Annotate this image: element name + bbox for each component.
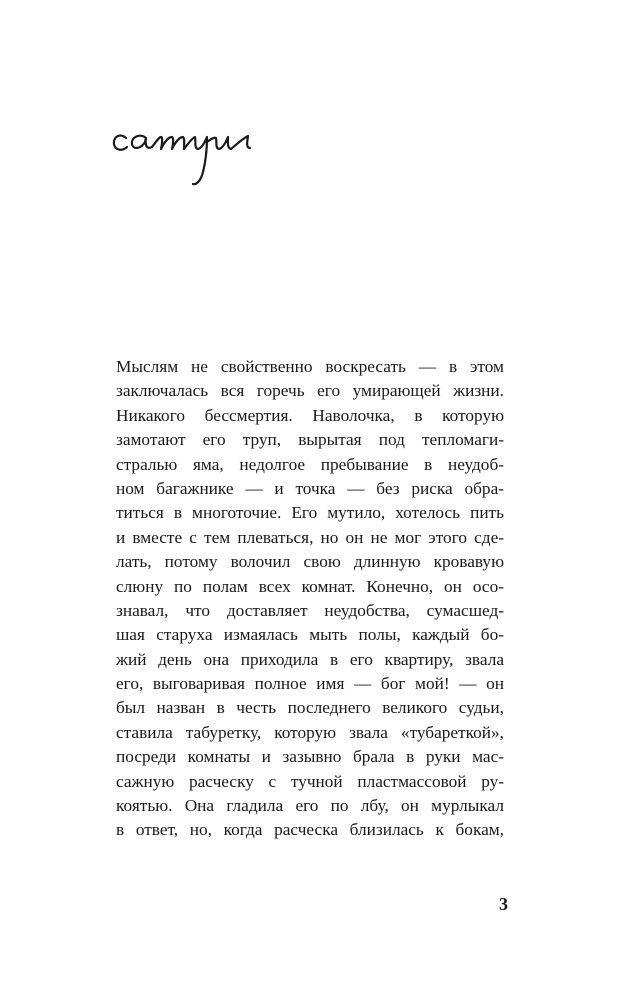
text-line: его, выговаривая полное имя — бог мой! — он bbox=[116, 674, 504, 694]
text-line: и вместе с тем плеваться, но он не мог этого сде- bbox=[116, 527, 504, 547]
body-paragraph bbox=[116, 355, 504, 843]
text-line: ном багажнике — и точка — без риска обра- bbox=[116, 478, 504, 498]
text-line: сажную расческу с тучной пластмассовой ру- bbox=[116, 771, 504, 791]
text-line: в ответ, но, когда расческа близилась к бокам, bbox=[116, 820, 504, 840]
text-line: Мыслям не свойственно воскресать — в этом bbox=[116, 357, 504, 376]
text-line: жий день она приходила в его квартиру, звала bbox=[116, 649, 504, 669]
text-line: лать, потому волочил свою длинную кровавую bbox=[116, 552, 504, 572]
text-line: шая старуха измаялась мыть полы, каждый бо- bbox=[116, 625, 504, 645]
text-line: слюну по полам всех комнат. Конечно, он осо- bbox=[116, 576, 504, 596]
text-line: заключалась вся горечь его умирающей жизни. bbox=[116, 381, 504, 401]
text-line: коятью. Она гладила его по лбу, он мурлыкал bbox=[116, 796, 504, 816]
chapter-title-handwritten bbox=[112, 112, 312, 192]
handwritten-title-graphic bbox=[112, 112, 312, 192]
text-line: стралью яма, недолгое пребывание в неудоб- bbox=[116, 454, 504, 474]
text-line: титься в многоточие. Его мутило, хотелось пить bbox=[116, 503, 504, 523]
text-line: Никакого бессмертия. Наволочка, в которую bbox=[116, 405, 504, 425]
text-line: замотают его труп, вырытая под тепломаги- bbox=[116, 430, 504, 450]
text-line: посреди комнаты и зазывно брала в руки мас- bbox=[116, 747, 504, 767]
text-line: был назван в честь последнего великого судьи, bbox=[116, 698, 504, 718]
page-number: 3 bbox=[499, 894, 508, 914]
text-line: ставила табуретку, которую звала «тубареткой», bbox=[116, 722, 504, 742]
text-line: знавал, что доставляет неудобства, сумасшед- bbox=[116, 600, 504, 620]
